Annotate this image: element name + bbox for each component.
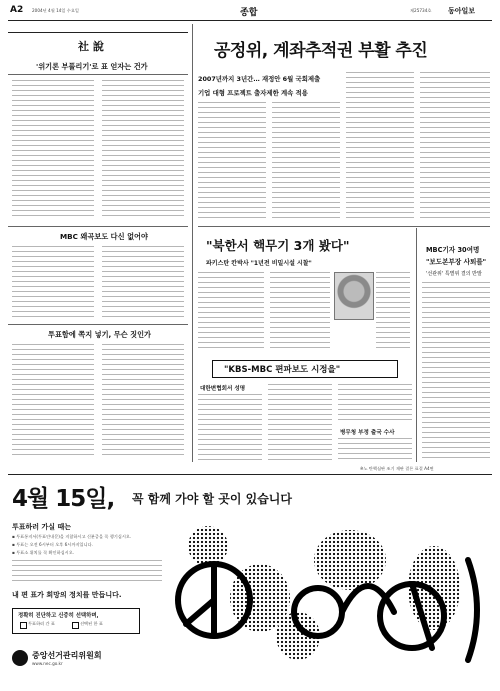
- broadcast-title: 병무청 부정 출국 수사: [340, 430, 395, 436]
- divider: [8, 74, 188, 75]
- side-body: [422, 282, 490, 460]
- ad-box-item-1: ▪ 투표통지서(투표안내문)을 지참하시고 신분증을 꼭 챙기십시오.: [12, 534, 132, 539]
- masthead-logo: 동아일보: [448, 7, 476, 15]
- checkbox-icon: [20, 622, 27, 629]
- election-ad: [8, 478, 492, 684]
- mid-body-col-1: [198, 272, 264, 352]
- side-headline: MBC기자 30여명: [426, 246, 480, 254]
- ad-org-url: www.nec.go.kr: [32, 661, 63, 666]
- ad-date: 4월 15일,: [12, 486, 115, 512]
- kbs-subhead: 대한변협회서 성명: [200, 386, 246, 392]
- broadcast-body: [338, 438, 412, 460]
- kbs-body-col-2: [268, 384, 332, 460]
- ad-check-label-2: 선택된 한 표: [80, 621, 103, 626]
- lead-body-col-1: [198, 102, 266, 220]
- portrait-photo: [334, 272, 374, 320]
- ad-top-rule: [8, 474, 492, 475]
- column-divider: [192, 24, 193, 462]
- ad-box-fineprint: [12, 560, 162, 582]
- divider: [198, 226, 490, 227]
- kbs-headline: "KBS-MBC 편파보도 시정을": [224, 365, 341, 375]
- mid-subhead: 파키스탄 칸박사 "1년전 비밀시설 시찰": [206, 260, 312, 267]
- editorial-body-2: [12, 246, 94, 318]
- editorial-body-3b: [102, 344, 184, 456]
- footer-note: ※노 탄핵심판 조기 재판 결론 표결 A4면: [360, 466, 434, 471]
- lead-subhead-1: 2007년까지 3년간… 재정안 6월 국회제출: [198, 75, 321, 83]
- editorial-title-3: 투표함에 쪽지 넣기, 무슨 짓인가: [48, 330, 152, 339]
- lead-body-col-3: [346, 72, 414, 220]
- side-subhead-2: '선관위' 특별위 결의 반발: [426, 271, 482, 277]
- halftone-figures-illustration: [168, 520, 488, 678]
- issue-date: 2004년 4월 14일 수요일: [32, 8, 79, 13]
- kbs-body-col-3: [338, 384, 412, 424]
- column-divider: [416, 228, 417, 462]
- editorial-title-1: '위기론 부풀리기'로 표 얻자는 건가: [36, 62, 148, 71]
- lead-headline: 공정위, 계좌추적권 부활 추진: [214, 41, 428, 61]
- editorial-column: [8, 24, 188, 464]
- ad-box-title: 투표하러 가실 때는: [12, 523, 71, 531]
- ad-check-label-1: 투표하러 간 표: [28, 621, 55, 626]
- divider: [8, 226, 188, 227]
- editorial-title-2: MBC 왜곡보도 다신 없어야: [60, 232, 148, 241]
- editorial-body-1b: [102, 80, 184, 220]
- section-name: 종합: [240, 8, 258, 18]
- divider: [8, 324, 188, 325]
- mid-body-col-2: [270, 272, 330, 352]
- page-header: [8, 4, 492, 20]
- editorial-body-1: [12, 80, 94, 220]
- mid-headline: "북한서 핵무기 3개 봤다": [206, 238, 350, 253]
- side-subhead: "보도본부장 사퇴를": [426, 258, 487, 266]
- editorial-body-2b: [102, 246, 184, 318]
- editorial-label: 社 說: [78, 40, 104, 53]
- ad-slogan: 내 편 표가 희망의 정치를 만듭니다.: [12, 591, 122, 599]
- editorial-top-rule: [8, 32, 188, 33]
- mid-body-col-3: [376, 272, 410, 352]
- lead-body-col-4: [420, 72, 490, 220]
- lead-subhead-2: 기업 대형 프로젝트 출자제한 계속 적용: [198, 89, 308, 97]
- ad-tagline: 꼭 함께 가야 할 곳이 있습니다: [132, 492, 292, 506]
- nec-emblem-icon: [12, 650, 28, 666]
- kbs-body-col-1: [198, 394, 262, 460]
- lead-body-col-2: [272, 102, 340, 220]
- ad-box-item-3: ▪ 투표소 위치를 꼭 확인하십시오.: [12, 550, 75, 555]
- header-rule: [8, 20, 492, 21]
- ad-org-name: 중앙선거관리위원회: [32, 651, 102, 660]
- checkbox-icon: [72, 622, 79, 629]
- ad-question: 정확히 진단하고 신중히 선택하며,: [18, 613, 99, 619]
- page-number: A2: [10, 5, 24, 15]
- ad-box-item-2: ▪ 투표는 오전 6시부터 오후 6시까지입니다.: [12, 542, 93, 547]
- editorial-body-3: [12, 344, 94, 456]
- issue-number: 제25734호: [410, 8, 432, 13]
